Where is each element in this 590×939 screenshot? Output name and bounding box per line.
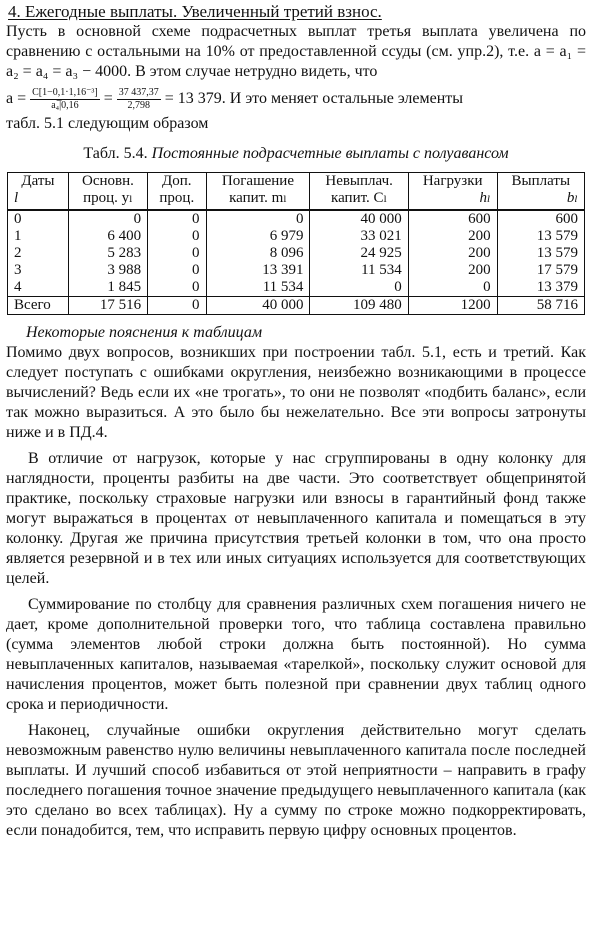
caption-prefix: Табл. 5.4. [83,145,148,162]
header-payments: Выплаты bₗ [497,173,584,211]
formula-equals: = [103,90,113,107]
table-row: 0 0 0 0 40 000 600 600 [8,210,585,228]
paragraph-4: Наконец, случайные ошибки округления действительно могут сделать невозможным равенство нулю величины невыплаченного капитала после последней выплаты. И лучший способ избавиться от этой неприятности – направить в графу последнего погашения точное значение предыдущего невыплаченного капитала (как это сделано во всех таблицах). Ну а сумму по строке можно подкорректировать, если понадобится, тем, что исправить первую цифру основных процентов. [6,722,586,839]
table-header-row [8,173,585,211]
intro-paragraph: Пусть в основной схеме подрасчетных выплат третья выплата увеличена по сравнению с остальными на 10% от предоставленной ссуды (см. упр.2), т.е. a = a₁ = a₂ = a₄ = a₃ − 4000. В этом случае нетрудно видеть, что [6,23,586,80]
header-repayment: Погашение капит. mₗ [206,173,310,211]
intro-continuation: табл. 5.1 следующим образом [6,115,209,132]
table-row: 1 6 400 0 6 979 33 021 200 13 579 [8,228,585,245]
payments-table [7,172,585,315]
table-row: 4 1 845 0 11 534 0 0 13 379 [8,279,585,297]
paragraph-3: Суммирование по столбцу для сравнения различных схем погашения ничего не дает, кроме дополнительной проверки того, что таблица составлена правильно (сумма элементов любой строки должна быть постоянной). Но сумма невыплаченных капиталов, называемая «тарелкой», поскольку служит основой для начисления процентов, может быть полезной при сравнении двух таблиц одного срока и периодичности. [6,596,586,713]
section-heading: 4. Ежегодные выплаты. Увеличенный третий взнос. [8,2,382,21]
formula-result: = 13 379. И это меняет остальные элементы [164,90,464,107]
formula-fraction-2 [117,87,161,112]
formula-fraction-1 [30,87,100,112]
fraction-2-numerator: 37 437,37 [118,86,159,98]
fraction-1-numerator: C[1−0,1·1,16⁻³] [32,86,98,98]
table-caption [6,144,586,164]
header-dates: Даты l [8,173,69,211]
paragraph-2: В отличие от нагрузок, которые у нас сгруппированы в одну колонку для наглядности, проценты разбиты на две части. Это соответствует общепринятой практике, поскольку страховые нагрузки или взносы в гарантийный фонд также могут выражаться в процентах от невыплаченного капитала и помещаться в эту колонку. Другая же причина присутствия третьей колонки в том, что она просто является резервной и в тех или иных ситуациях используется для соответствующих целей. [6,450,586,587]
header-extra-interest: Доп. проц. [148,173,206,211]
subheading: Некоторые пояснения к таблицам [26,324,263,341]
formula-line [6,84,586,114]
fraction-2-denominator: 2,798 [127,99,150,111]
header-loads: Нагрузки hₗ [408,173,497,211]
table-total-row: Всего 17 516 0 40 000 109 480 1200 58 716 [8,297,585,315]
formula-lhs: a = [6,90,27,107]
table-row: 2 5 283 0 8 096 24 925 200 13 579 [8,245,585,262]
table-row: 3 3 988 0 13 391 11 534 200 17 579 [8,262,585,279]
fraction-1-denominator: a₄̅|0,16 [51,99,79,111]
document-page [6,2,586,841]
header-main-interest: Основн. проц. yₗ [68,173,147,211]
header-outstanding: Невыплач. капит. Cₗ [310,173,408,211]
caption-title: Постоянные подрасчетные выплаты с полуавансом [151,145,509,162]
paragraph-1: Помимо двух вопросов, возникших при построении табл. 5.1, есть и третий. Как следует поступать с ошибками округления, неизбежно возникающими в процессе вычислений? Ведь если их «не трогать», то они не позволят «подбить баланс», если так можно выразиться. А это было бы нежелательно. Все эти вопросы затронуты ниже и в ПД.4. [6,344,586,441]
